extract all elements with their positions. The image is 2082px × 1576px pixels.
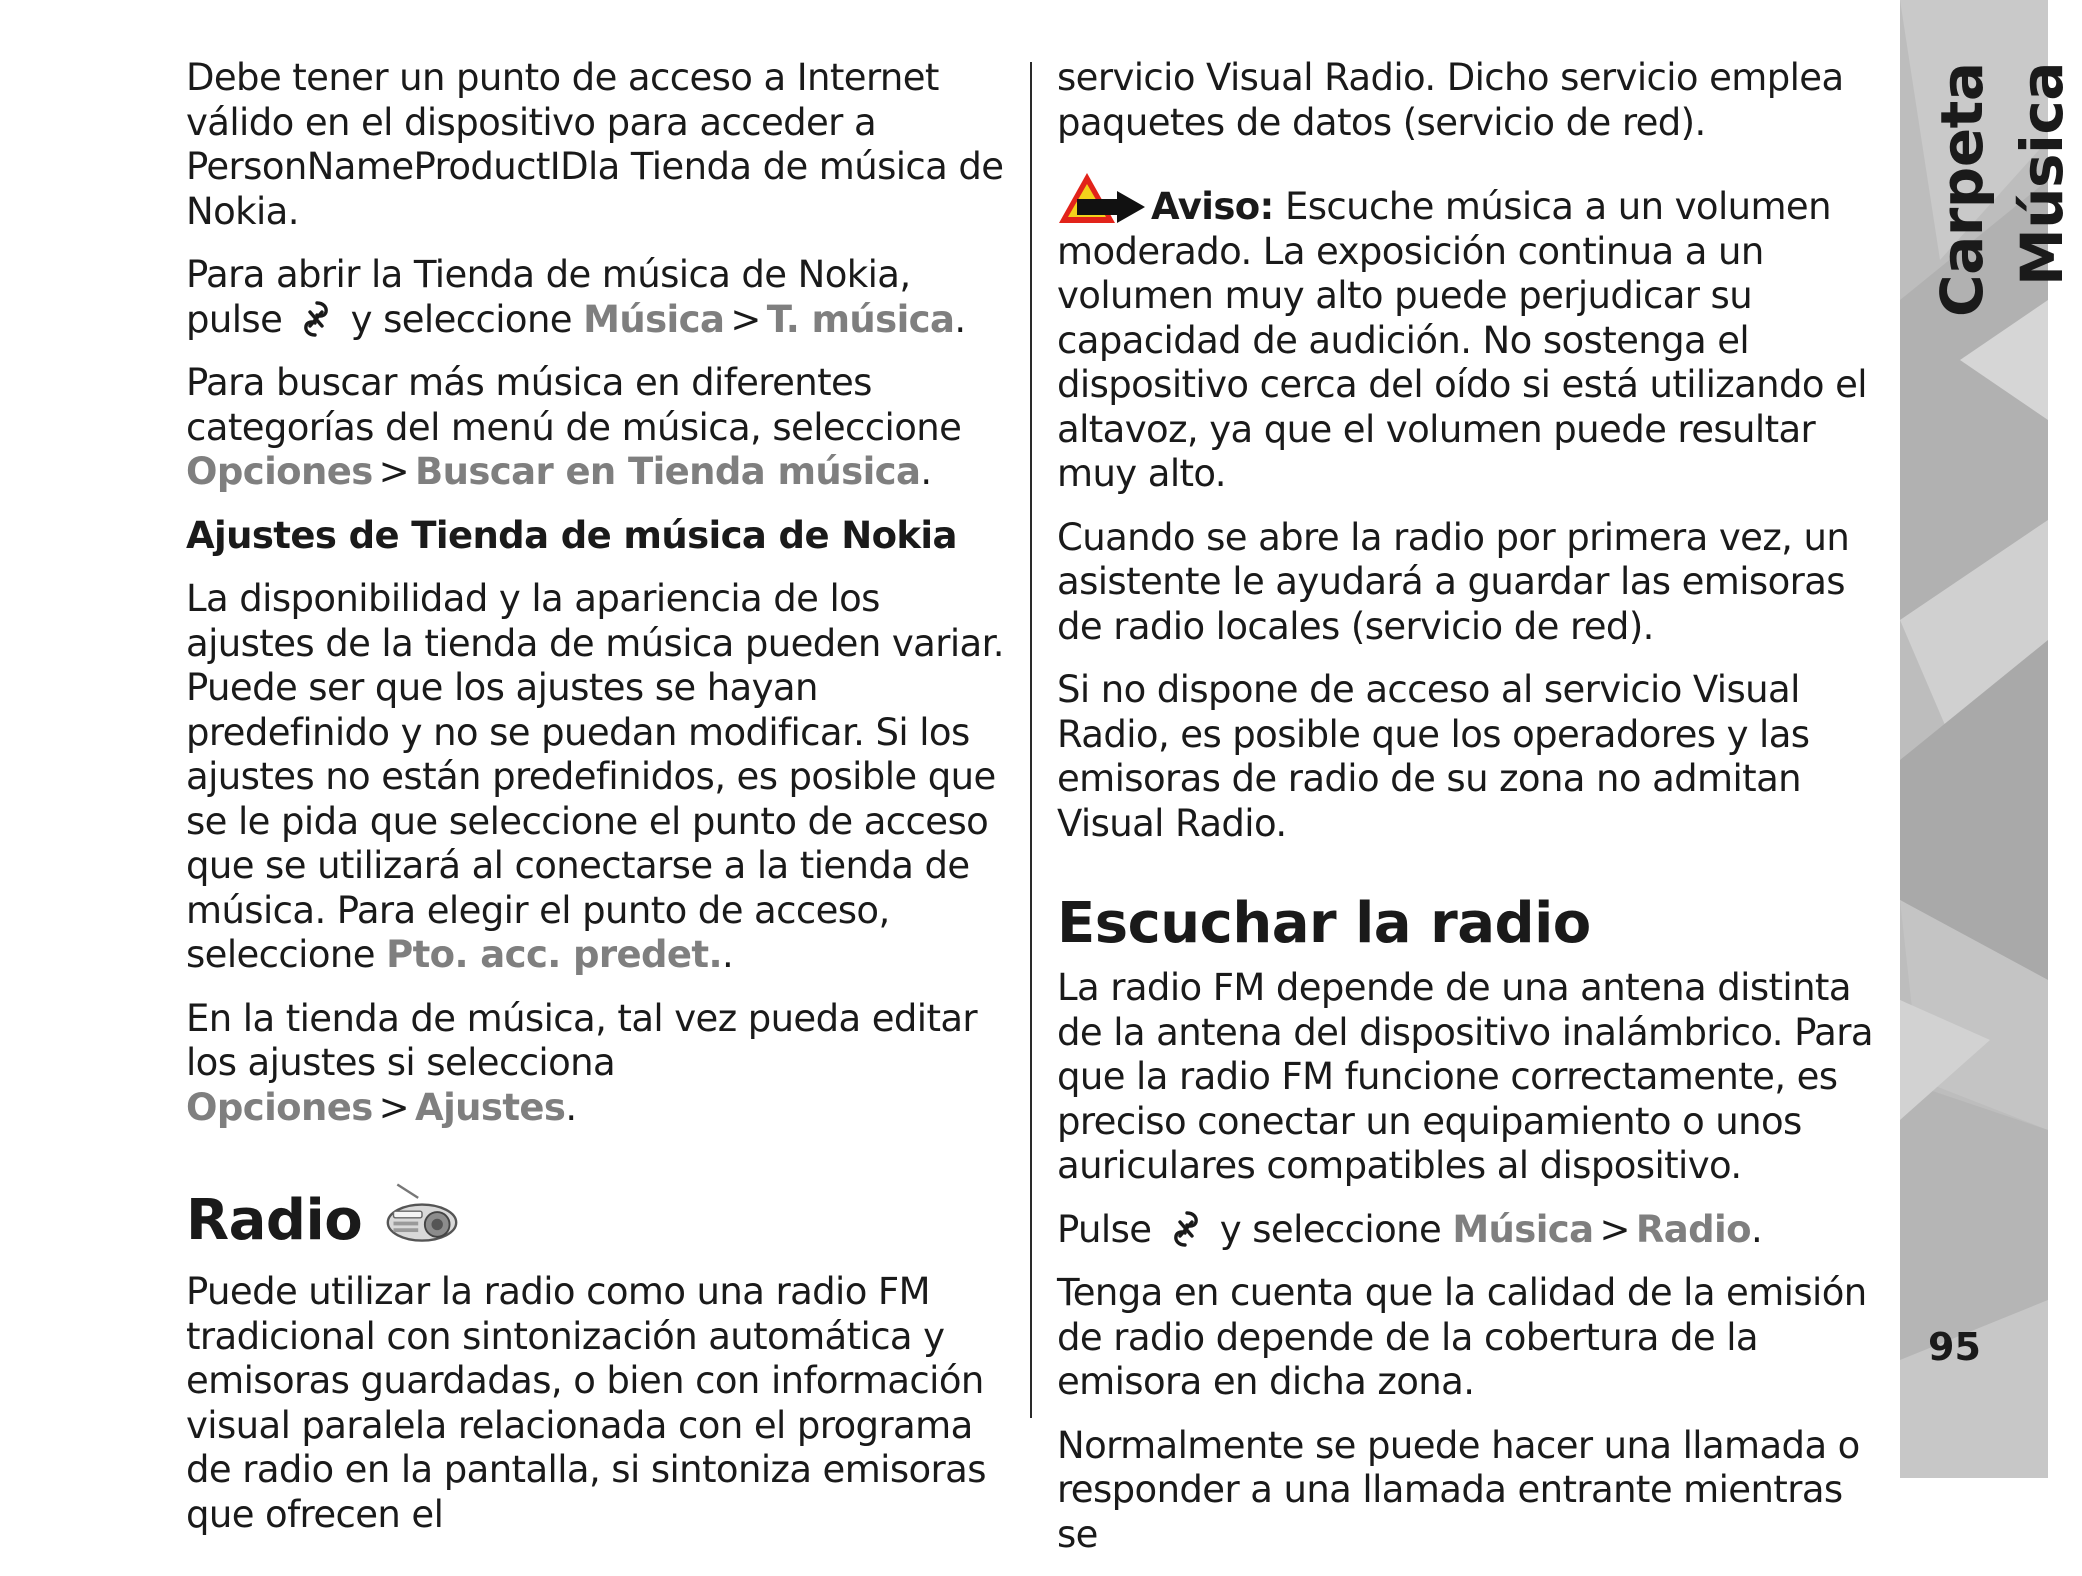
- menu-path-t-musica: T. música: [766, 297, 955, 341]
- menu-key-icon: [301, 300, 331, 338]
- column-divider: [1030, 62, 1032, 1418]
- radio-icon: [384, 1182, 460, 1260]
- subheading-ajustes: Ajustes de Tienda de música de Nokia: [186, 513, 957, 557]
- heading-escuchar: Escuchar la radio: [1057, 891, 1591, 956]
- menu-path-buscar: Buscar en Tienda música: [415, 450, 921, 493]
- antenna-paragraph: La radio FM depende de una antena distinta de la antena del dispositivo inalámbrico. Para que la radio FM funcione correctamente, es preciso conectar un equipamiento o unos auriculares compatibles al dispositivo.: [1057, 966, 1873, 1187]
- heading-radio: Radio: [186, 1182, 1006, 1260]
- menu-path-radio: Radio: [1635, 1207, 1751, 1251]
- menu-path-pto-acc: Pto. acc. predet.: [386, 933, 722, 976]
- warning-paragraph: Aviso: Escuche música a un volumen moderado. La exposición continua a un volumen muy alto puede perjudicar su capacidad de audición. No sostenga el dispositivo cerca del oído si está utilizando el altavoz, ya que el volumen puede resultar muy alto.: [1057, 171, 1879, 497]
- radio-intro-paragraph: Puede utilizar la radio como una radio FM tradicional con sintonización automática y emisoras guardadas, o bien con información visual paralela relacionada con el programa de radio en la pantalla, si sintoniza emisoras que ofrecen el: [186, 1270, 986, 1536]
- menu-path-opciones: Opciones: [186, 450, 373, 493]
- menu-path-ajustes: Ajustes: [415, 1085, 566, 1129]
- left-column: [186, 56, 1006, 1556]
- warning-label: Aviso:: [1151, 185, 1274, 228]
- menu-separator: >: [1599, 1207, 1630, 1251]
- call-paragraph: Normalmente se puede hacer una llamada o responder a una llamada entrante mientras se: [1057, 1423, 1860, 1556]
- intro-paragraph: Debe tener un punto de acceso a Internet válido en el dispositivo para acceder a PersonNameProductIDla Tienda de música de Nokia.: [186, 56, 1004, 233]
- menu-path-opciones: Opciones: [186, 1085, 373, 1129]
- visual-radio-paragraph: servicio Visual Radio. Dicho servicio emplea paquetes de datos (servicio de red).: [1057, 56, 1844, 144]
- no-access-paragraph: Si no dispone de acceso al servicio Visual Radio, es posible que los operadores y las emisoras de radio de su zona no admitan Visual Radio.: [1057, 668, 1810, 845]
- menu-path-musica: Música: [583, 297, 725, 341]
- open-store-paragraph: Para abrir la Tienda de música de Nokia, pulse y seleccione Música > T. música.: [186, 253, 966, 341]
- menu-separator: >: [378, 1085, 410, 1129]
- menu-key-icon: [1171, 1210, 1201, 1248]
- open-radio-paragraph: Pulse y seleccione Música > Radio.: [1057, 1207, 1763, 1251]
- warning-icon: [1057, 171, 1147, 229]
- edit-settings-paragraph: En la tienda de música, tal vez pueda editar los ajustes si selecciona Opciones > Ajustes.: [186, 996, 978, 1129]
- settings-paragraph: La disponibilidad y la apariencia de los ajustes de la tienda de música pueden variar. Puede ser que los ajustes se hayan predefinido y no se puedan modificar. Si los ajustes no están predefinidos, es posible que se le pida que seleccione el punto de acceso que se utilizará al conectarse a la tienda de música. Para elegir el punto de acceso, seleccione Pto. acc. predet..: [186, 577, 1004, 976]
- quality-paragraph: Tenga en cuenta que la calidad de la emisión de radio depende de la cobertura de la emisora en dicha zona.: [1057, 1271, 1867, 1403]
- search-paragraph: Para buscar más música en diferentes categorías del menú de música, seleccione Opciones > Buscar en Tienda música.: [186, 361, 962, 493]
- menu-path-musica: Música: [1452, 1207, 1594, 1251]
- right-column: [1057, 56, 1879, 1576]
- menu-separator: >: [730, 297, 761, 341]
- menu-separator: >: [378, 450, 410, 493]
- wizard-paragraph: Cuando se abre la radio por primera vez, un asistente le ayudará a guardar las emisoras de radio locales (servicio de red).: [1057, 515, 1850, 648]
- chapter-title: Carpeta Música: [1928, 62, 2076, 317]
- page-number: 95: [1928, 1325, 1981, 1369]
